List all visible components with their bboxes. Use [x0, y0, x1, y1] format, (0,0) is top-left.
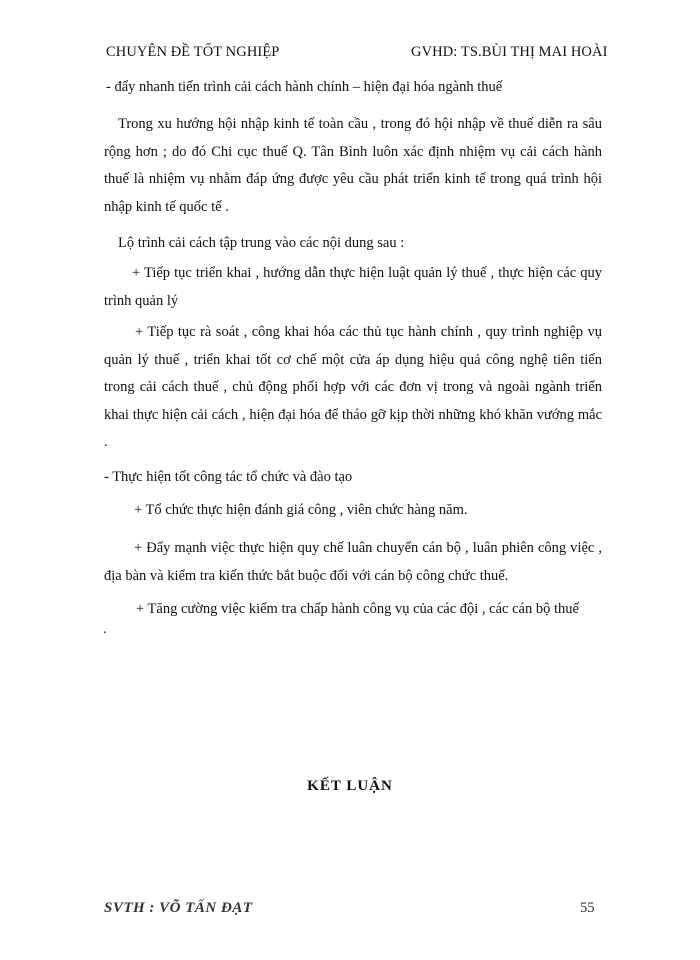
item-inspection: + Tăng cường việc kiểm tra chấp hành công vụ của các đội , các cán bộ thuế: [136, 601, 579, 617]
page-number: 55: [580, 900, 595, 916]
stray-period: .: [103, 622, 107, 637]
item-rotation-policy: + Đẩy mạnh việc thực hiện quy chế luân chuyển cán bộ , luân phiên công việc , địa bàn và kiểm tra kiến thức bắt buộc đối với cán bộ công chức thuế.: [104, 540, 602, 584]
item-continue-review: + Tiếp tục rà soát , công khai hóa các thủ tục hành chính , quy trình nghiệp vụ quản lý thuế , triển khai tốt cơ chế một cửa áp dụng hiệu quả công nghệ tiên tiến trong cải cách thuế , chủ động phối hợp với các đơn vị trong và ngoài ngành triển khai thực hiện cải cách , hiện đại hóa để tháo gỡ kịp thời những khó khăn vướng mắc .: [104, 324, 602, 450]
footer-student: SVTH : VÕ TẤN ĐẠT: [104, 900, 253, 916]
header-advisor: GVHD: TS.BÙI THỊ MAI HOÀI: [411, 44, 608, 60]
conclusion-heading: KẾT LUẬN: [307, 778, 393, 794]
paragraph-integration: Trong xu hướng hội nhập kinh tế toàn cầu , trong đó hội nhập về thuế diễn ra sâu rộng hơn ; do đó Chi cục thuế Q. Tân Bình luôn xác định nhiệm vụ cải cách hành thuế là nhiệm vụ nhằm đáp ứng được yêu cầu phát triển kinh tế trong quá trình hội nhập kinh tế quốc tế .: [104, 116, 602, 215]
item-continue-implementation: + Tiếp tục triển khai , hướng dẫn thực hiện luật quản lý thuế , thực hiện các quy trình quản lý: [104, 265, 602, 309]
bullet-administrative-reform: - đẩy nhanh tiến trình cải cách hành chính – hiện đại hóa ngành thuế: [106, 79, 503, 95]
item-annual-evaluation: + Tổ chức thực hiện đánh giá công , viên chức hàng năm.: [134, 502, 468, 518]
paragraph-roadmap-intro: Lộ trình cải cách tập trung vào các nội dung sau :: [118, 235, 405, 251]
header-title: CHUYÊN ĐỀ TỐT NGHIỆP: [106, 44, 280, 60]
bullet-organization-training: - Thực hiện tốt công tác tổ chức và đào tạo: [104, 469, 353, 485]
